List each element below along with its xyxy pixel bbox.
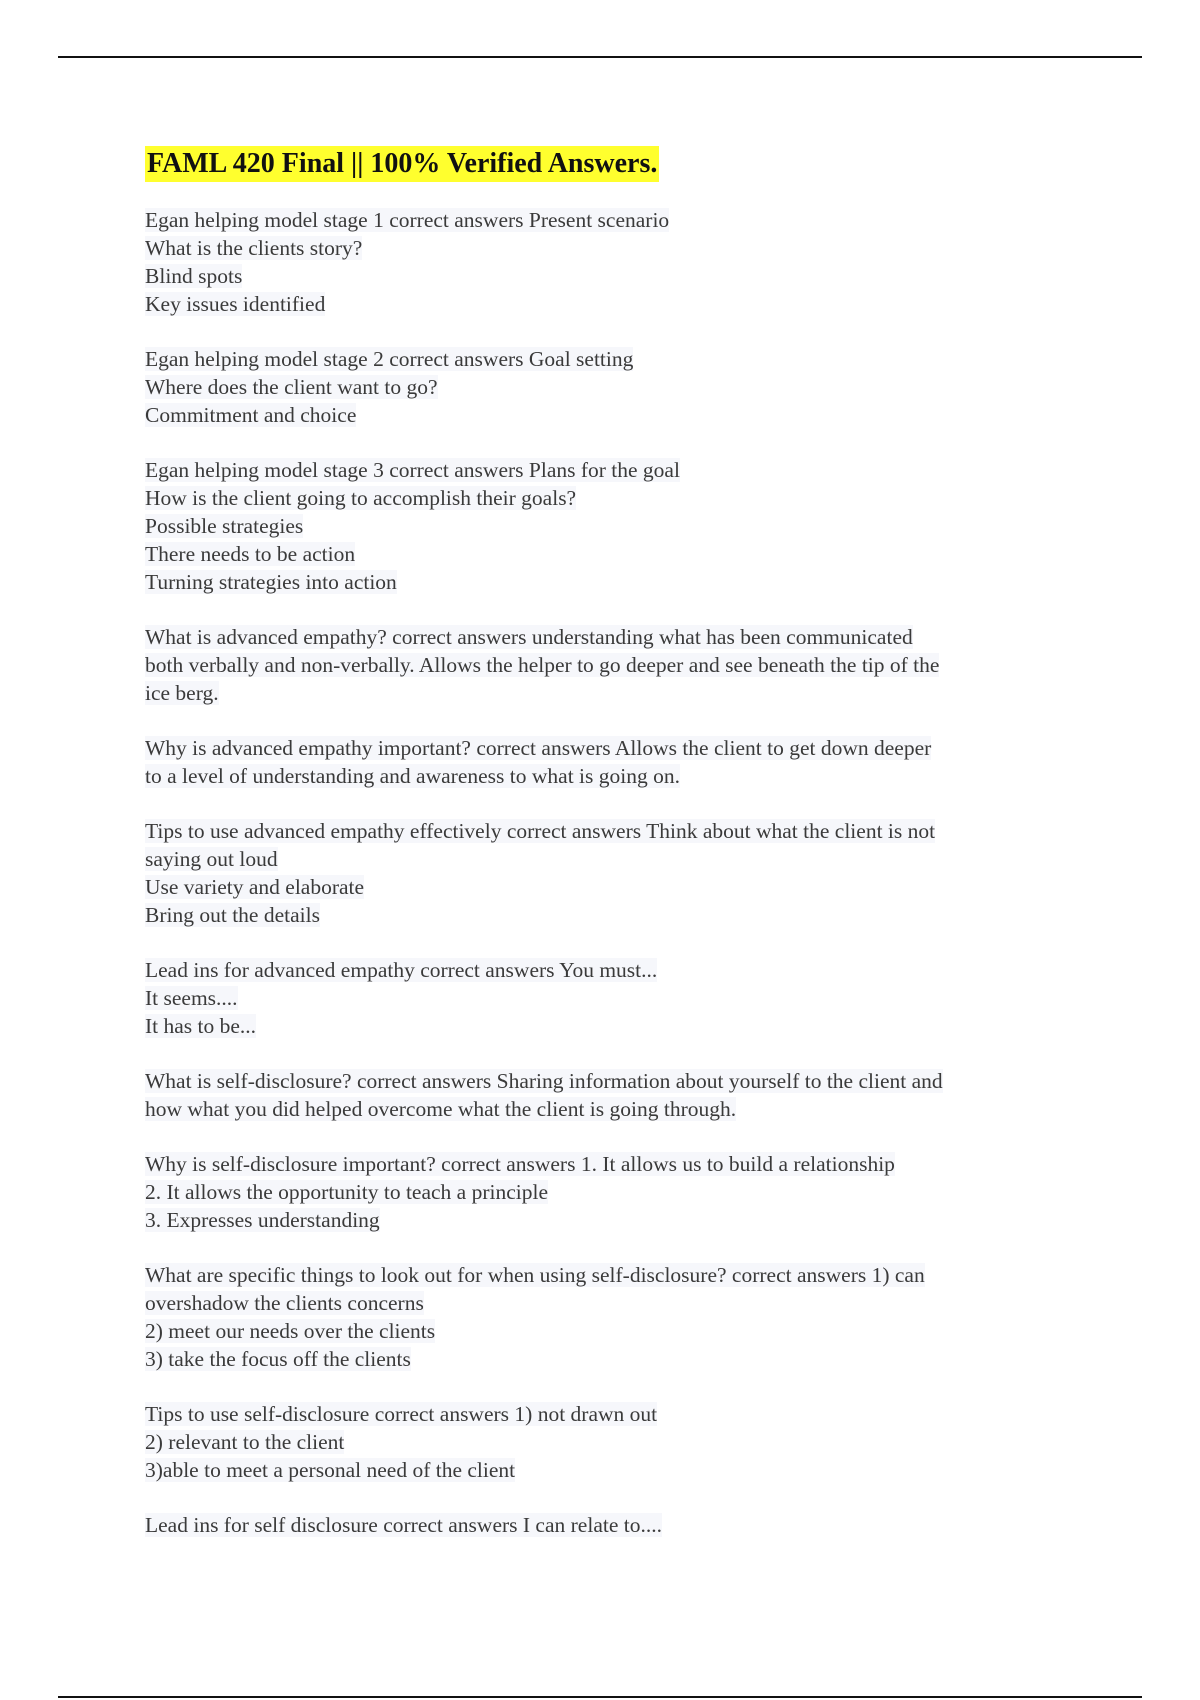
qa-line-text: Lead ins for advanced empathy correct answers You must... [145, 958, 658, 982]
qa-line [145, 762, 1045, 790]
qa-entry [145, 1067, 1045, 1123]
qa-line [145, 484, 1045, 512]
qa-line [145, 873, 1045, 901]
qa-line-text: Egan helping model stage 2 correct answers Goal setting [145, 347, 634, 371]
qa-entry [145, 1400, 1045, 1484]
qa-line [145, 845, 1045, 873]
qa-entry [145, 1150, 1045, 1234]
qa-line-text: It seems.... [145, 986, 238, 1010]
qa-line [145, 456, 1045, 484]
qa-line-text: What is advanced empathy? correct answers understanding what has been communicated [145, 625, 913, 649]
qa-line-text: to a level of understanding and awareness to what is going on. [145, 764, 680, 788]
qa-line [145, 956, 1045, 984]
qa-line [145, 234, 1045, 262]
qa-line-text: What is the clients story? [145, 236, 363, 260]
document-title: FAML 420 Final || 100% Verified Answers. [145, 146, 659, 182]
qa-line [145, 1067, 1045, 1095]
qa-line [145, 1511, 1045, 1539]
qa-line-text: 3)able to meet a personal need of the client [145, 1458, 516, 1482]
qa-line [145, 623, 1045, 651]
qa-line-text: Tips to use self-disclosure correct answers 1) not drawn out [145, 1402, 658, 1426]
qa-line [145, 984, 1045, 1012]
qa-line [145, 1206, 1045, 1234]
qa-entry [145, 623, 1045, 707]
qa-entry [145, 206, 1045, 318]
qa-line [145, 901, 1045, 929]
qa-line [145, 679, 1045, 707]
qa-line [145, 1428, 1045, 1456]
top-divider [58, 56, 1142, 58]
qa-line-text: It has to be... [145, 1014, 257, 1038]
qa-line [145, 1012, 1045, 1040]
qa-line-text: 3) take the focus off the clients [145, 1347, 411, 1371]
qa-line [145, 540, 1045, 568]
qa-line [145, 1261, 1045, 1289]
qa-line [145, 1289, 1045, 1317]
qa-line-text: saying out loud [145, 847, 278, 871]
qa-line-text: 2. It allows the opportunity to teach a principle [145, 1180, 549, 1204]
bottom-divider [58, 1696, 1142, 1698]
qa-line-text: Turning strategies into action [145, 570, 397, 594]
qa-line-text: 2) relevant to the client [145, 1430, 345, 1454]
qa-line-text: both verbally and non-verbally. Allows the helper to go deeper and see beneath the tip of the [145, 653, 940, 677]
qa-line-text: Key issues identified [145, 292, 326, 316]
qa-line-text: Egan helping model stage 1 correct answers Present scenario [145, 208, 670, 232]
qa-line-text: overshadow the clients concerns [145, 1291, 424, 1315]
qa-line [145, 262, 1045, 290]
qa-entry [145, 734, 1045, 790]
qa-line-text: how what you did helped overcome what the client is going through. [145, 1097, 737, 1121]
qa-line-text: There needs to be action [145, 542, 356, 566]
qa-entry [145, 456, 1045, 596]
qa-line [145, 1178, 1045, 1206]
qa-line [145, 1345, 1045, 1373]
qa-line [145, 1317, 1045, 1345]
qa-line-text: 2) meet our needs over the clients [145, 1319, 436, 1343]
qa-line [145, 1456, 1045, 1484]
qa-line-text: How is the client going to accomplish their goals? [145, 486, 577, 510]
qa-list [145, 206, 1045, 1539]
qa-line [145, 401, 1045, 429]
qa-line-text: Tips to use advanced empathy effectively correct answers Think about what the client is not [145, 819, 936, 843]
qa-entry [145, 1511, 1045, 1539]
qa-line-text: Possible strategies [145, 514, 304, 538]
qa-line [145, 734, 1045, 762]
qa-line [145, 206, 1045, 234]
qa-line [145, 373, 1045, 401]
qa-line-text: What are specific things to look out for when using self-disclosure? correct answers 1) can [145, 1263, 925, 1287]
qa-entry [145, 1261, 1045, 1373]
qa-line-text: Why is advanced empathy important? correct answers Allows the client to get down deeper [145, 736, 932, 760]
qa-line-text: Where does the client want to go? [145, 375, 438, 399]
qa-line [145, 817, 1045, 845]
qa-entry [145, 956, 1045, 1040]
qa-line [145, 1095, 1045, 1123]
qa-line [145, 512, 1045, 540]
qa-line-text: What is self-disclosure? correct answers Sharing information about yourself to the client and [145, 1069, 943, 1093]
qa-line-text: ice berg. [145, 681, 219, 705]
qa-line [145, 345, 1045, 373]
qa-line-text: Blind spots [145, 264, 243, 288]
qa-line-text: Why is self-disclosure important? correct answers 1. It allows us to build a relationship [145, 1152, 895, 1176]
qa-entry [145, 345, 1045, 429]
document-body [145, 146, 1045, 1566]
qa-line [145, 568, 1045, 596]
qa-line-text: Lead ins for self disclosure correct answers I can relate to.... [145, 1513, 662, 1537]
qa-line-text: Commitment and choice [145, 403, 357, 427]
qa-line [145, 1400, 1045, 1428]
qa-line-text: Egan helping model stage 3 correct answers Plans for the goal [145, 458, 680, 482]
qa-line [145, 651, 1045, 679]
qa-line [145, 1150, 1045, 1178]
qa-entry [145, 817, 1045, 929]
qa-line-text: Use variety and elaborate [145, 875, 365, 899]
qa-line-text: 3. Expresses understanding [145, 1208, 380, 1232]
qa-line-text: Bring out the details [145, 903, 320, 927]
qa-line [145, 290, 1045, 318]
